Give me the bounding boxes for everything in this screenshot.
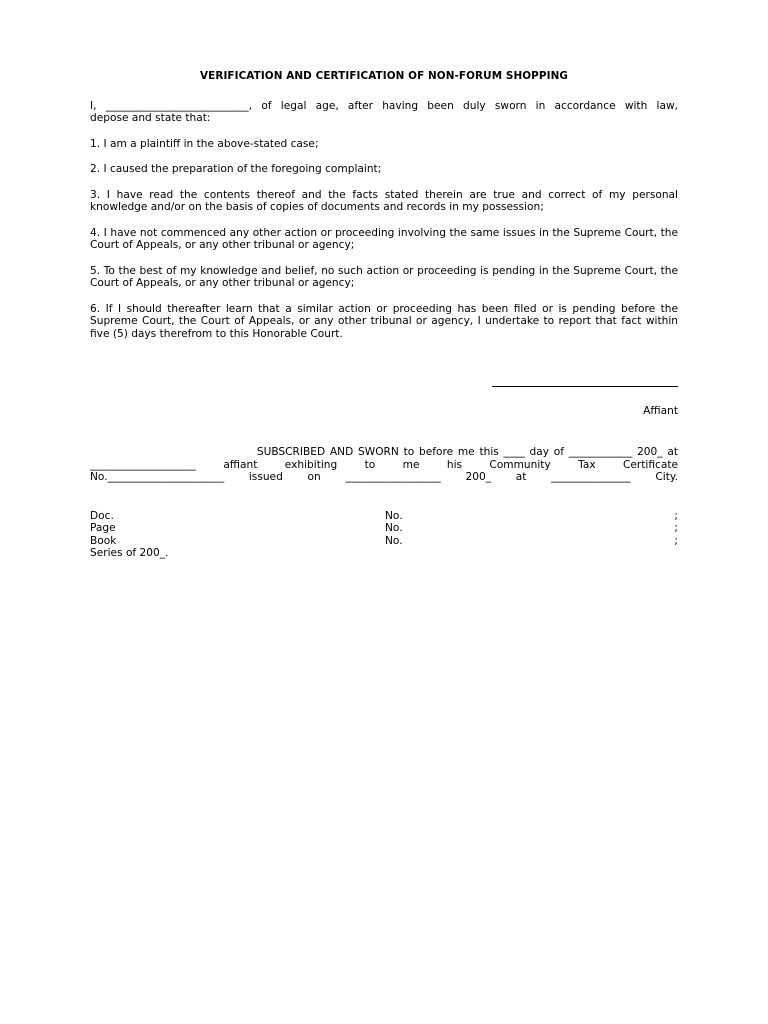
registry-row-page xyxy=(90,522,678,535)
jurat-line-1: SUBSCRIBED AND SWORN to before me this ____ day of ____________ 200_ at xyxy=(90,446,678,458)
affiant-label: Affiant xyxy=(643,404,678,417)
statement-item-2: 2. I caused the preparation of the foregoing complaint; xyxy=(90,163,382,175)
statement-item-3: 3. I have read the contents thereof and the facts stated therein are true and correct of my personal knowledge and/or on the basis of copies of documents and records in my possession; xyxy=(90,188,678,213)
registry-row-doc xyxy=(90,510,678,523)
registry-end: ; xyxy=(674,509,678,522)
statement-item-4: 4. I have not commenced any other action or proceeding involving the same issues in the Supreme Court, the Court of Appeals, or any other tribunal or agency; xyxy=(90,226,678,251)
registry-no: No. xyxy=(385,534,403,547)
intro-line-2: depose and state that: xyxy=(90,112,211,124)
signature-block xyxy=(90,378,678,391)
registry-row-book xyxy=(90,535,678,548)
jurat-line-3: No.______________________ issued on __________________ 200_ at _______________ City. xyxy=(90,471,678,483)
statement-item-5: 5. To the best of my knowledge and belief, no such action or proceeding is pending in the Supreme Court, the Court of Appeals, or any other tribunal or agency; xyxy=(90,264,678,289)
jurat-line-2: ____________________ affiant exhibiting to me his Community Tax Certificate xyxy=(90,458,678,471)
jurat-paragraph xyxy=(90,446,678,484)
registry-label: Doc. xyxy=(90,509,114,522)
series-label: Series of 200_. xyxy=(90,547,169,559)
document-title: VERIFICATION AND CERTIFICATION OF NON-FORUM SHOPPING xyxy=(200,70,568,82)
registry-end: ; xyxy=(674,522,678,534)
statement-item-6: 6. If I should thereafter learn that a similar action or proceeding has been filed or is pending before the Supreme Court, the Court of Appeals, or any other tribunal or agency, I undertake to report that fact within five (5) days therefrom to this Honorable Court. xyxy=(90,302,678,340)
statement-item-1: 1. I am a plaintiff in the above-stated case; xyxy=(90,137,319,150)
registry-label: Book xyxy=(90,534,117,547)
intro-paragraph xyxy=(90,100,678,125)
intro-line-1: I, ___________________________, of legal age, after having been duly sworn in accordance with law, xyxy=(90,99,678,112)
notarial-registry xyxy=(90,510,678,560)
registry-no: No. xyxy=(385,509,403,522)
registry-end: ; xyxy=(674,534,678,547)
registry-series xyxy=(90,547,678,560)
signature-line[interactable] xyxy=(492,378,678,387)
registry-no: No. xyxy=(385,522,403,534)
registry-label: Page xyxy=(90,522,116,534)
document-body xyxy=(90,70,678,560)
